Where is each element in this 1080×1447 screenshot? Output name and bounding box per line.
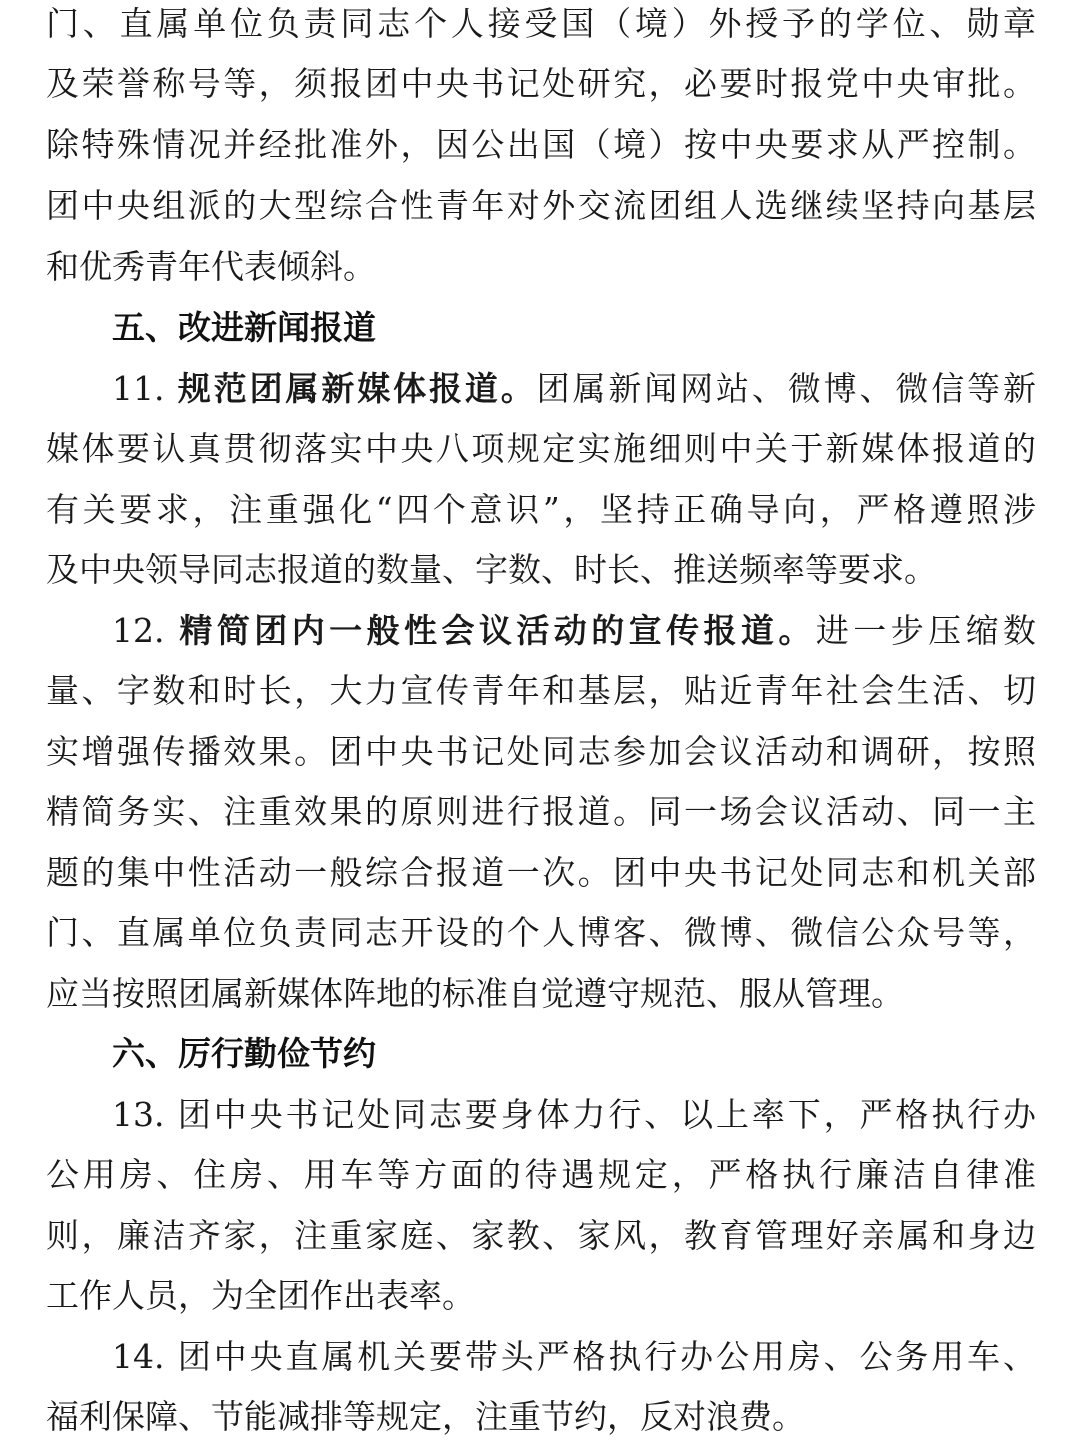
item-text: 进一步压缩数 [815,611,1037,650]
paragraph-line: 及荣誉称号等，须报团中央书记处研究，必要时报党中央审批。 [46,64,1036,103]
paragraph-line: 及中央领导同志报道的数量、字数、时长、推送频率等要求。 [46,550,937,589]
item-title: 精简团内一般性会议活动的宣传报道。 [179,611,816,650]
paragraph-line: 工作人员，为全团作出表率。 [46,1276,475,1315]
paragraph-line: 福利保障、节能减排等规定，注重节约，反对浪费。 [46,1397,805,1436]
item-number: 11. [112,369,165,408]
item-title: 规范团属新媒体报道。 [177,369,537,408]
paragraph-line: 14. 团中央直属机关要带头严格执行办公用房、公务用车、 [112,1337,1036,1376]
paragraph-line: 量、字数和时长，大力宣传青年和基层，贴近青年社会生活、切 [46,671,1036,710]
paragraph-line: 精简务实、注重效果的原则进行报道。同一场会议活动、同一主 [46,792,1036,831]
paragraph-line: 门、直属单位负责同志开设的个人博客、微博、微信公众号等， [46,913,1036,952]
paragraph-line: 应当按照团属新媒体阵地的标准自觉遵守规范、服从管理。 [46,974,904,1013]
paragraph-line: 实增强传播效果。团中央书记处同志参加会议活动和调研，按照 [46,732,1036,771]
paragraph-line: 和优秀青年代表倾斜。 [46,247,376,286]
paragraph-line: 媒体要认真贯彻落实中央八项规定实施细则中关于新媒体报道的 [46,429,1036,468]
paragraph-line: 门、直属单位负责同志个人接受国（境）外授予的学位、勋章 [46,4,1036,43]
paragraph-line: 13. 团中央书记处同志要身体力行、以上率下，严格执行办 [112,1095,1036,1134]
paragraph-line: 题的集中性活动一般综合报道一次。团中央书记处同志和机关部 [46,853,1036,892]
section-heading: 五、改进新闻报道 [112,308,376,347]
item-text: 团属新闻网站、微博、微信等新 [536,369,1037,408]
paragraph-line: 公用房、住房、用车等方面的待遇规定，严格执行廉洁自律准 [46,1155,1036,1194]
item-number: 12. [112,611,165,650]
section-heading: 六、厉行勤俭节约 [112,1034,376,1073]
paragraph-line: 除特殊情况并经批准外，因公出国（境）按中央要求从严控制。 [46,125,1036,164]
paragraph-line: 团中央组派的大型综合性青年对外交流团组人选继续坚持向基层 [46,186,1036,225]
item-12-first-line [112,607,1036,655]
paragraph-line: 有关要求，注重强化“四个意识”，坚持正确导向，严格遵照涉 [46,490,1036,529]
paragraph-line: 则，廉洁齐家，注重家庭、家教、家风，教育管理好亲属和身边 [46,1216,1036,1255]
item-11-first-line [112,365,1036,413]
